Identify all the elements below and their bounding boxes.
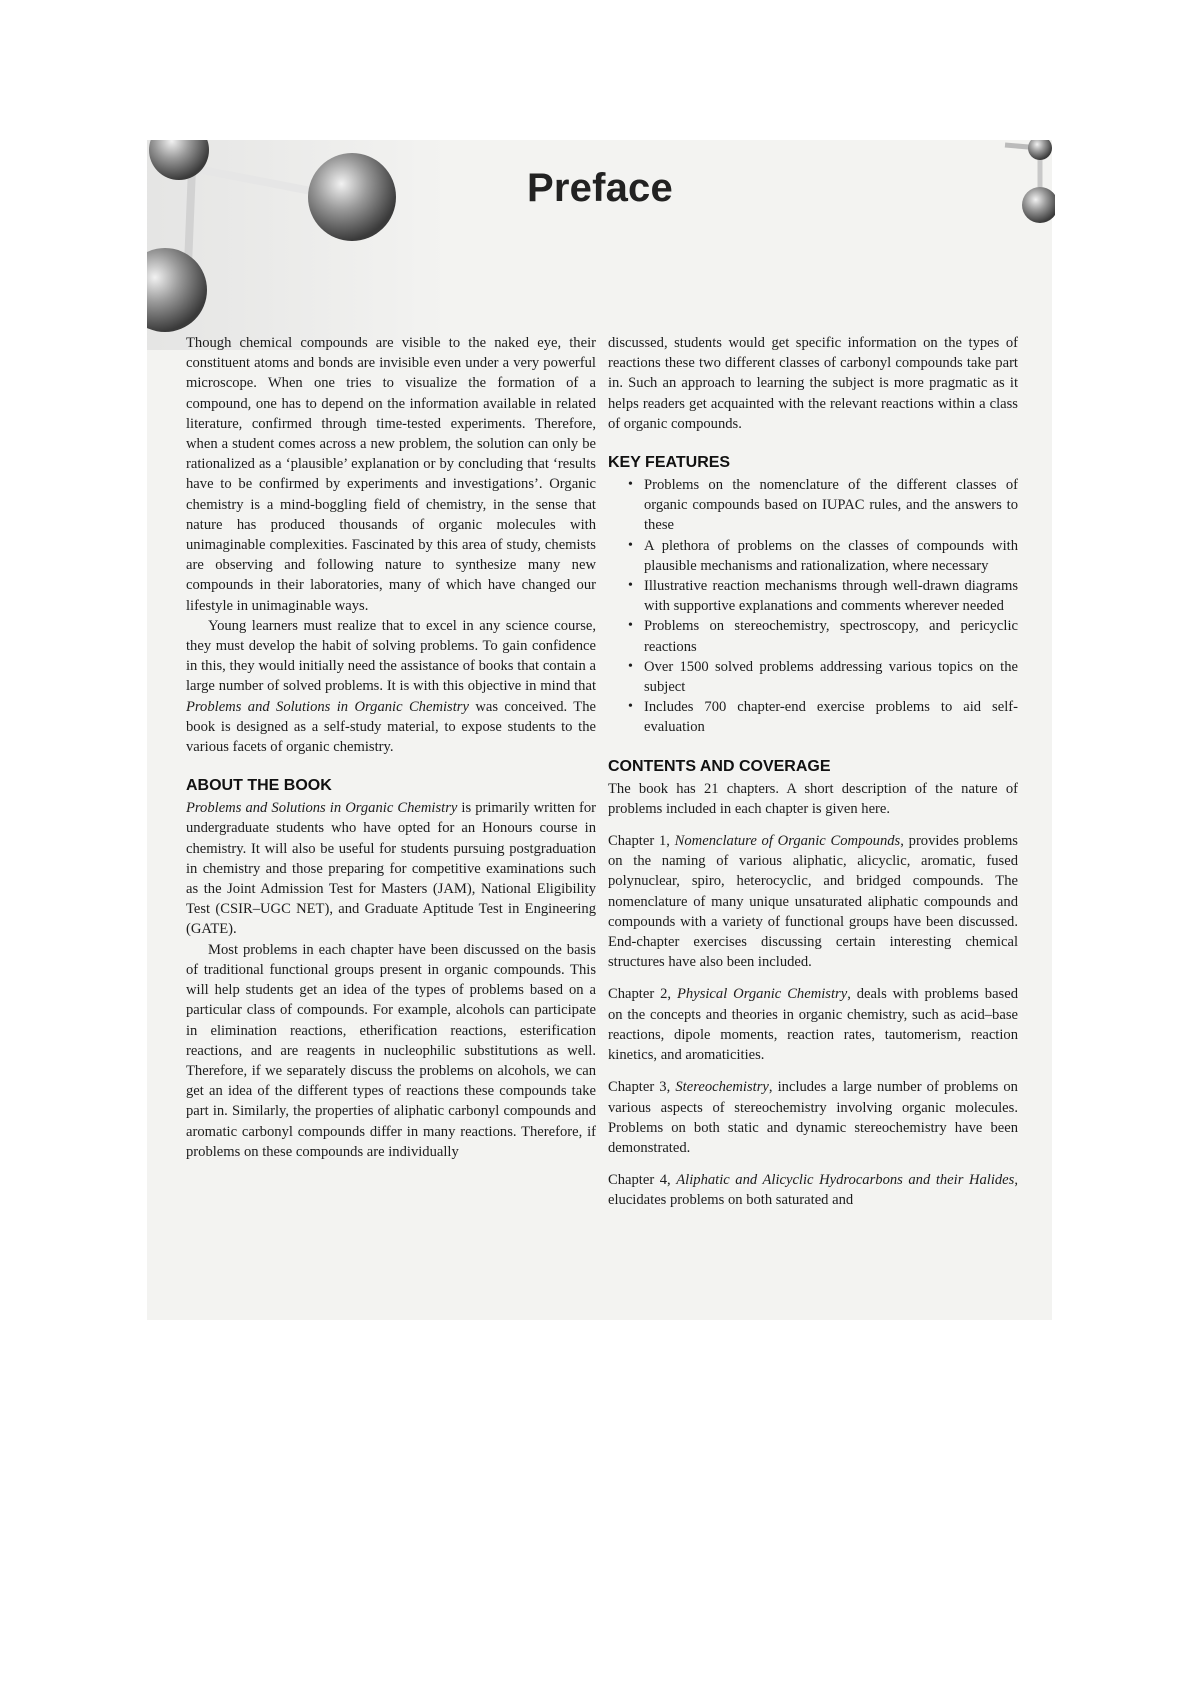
molecule-illustration <box>147 140 447 350</box>
molecule-fragment-illustration <box>985 140 1055 250</box>
list-item: • Illustrative reaction mechanisms through well-drawn diagrams with supportive explanations and comments wherever needed <box>644 576 1018 616</box>
chapter-label: Chapter 2, <box>608 986 677 1003</box>
list-item: • A plethora of problems on the classes of compounds with plausible mechanisms and rationalization, where necessary <box>644 536 1018 576</box>
key-features-heading: KEY FEATURES <box>608 454 731 472</box>
chapter-text: , provides problems on the naming of various aliphatic, alicyclic, aromatic, fused polynuclear, spiro, heterocyclic, and bridged compounds. The nomenclature of many unique unsaturated aliphatic compounds and compounds with a variety of functional groups have been discussed. End-chapter exercises discussing certain interesting chemical structures have also been included. <box>608 833 1018 971</box>
chapter-title: Nomenclature of Organic Compounds <box>674 833 901 850</box>
intro-paragraph-1: Though chemical compounds are visible to the naked eye, their constituent atoms and bonds are invisible even under a very powerful microscope. When one tries to visualize the formation of a compound, one has to depend on the information available in related literature, confirmed through time-tested experiments. Therefore, when a student comes across a new problem, the solution can only be rationalized as a ‘plausible’ explanation or by concluding that ‘results have to be confirmed by experiments and investigations’. Organic chemistry is a mind-boggling field of chemistry, in the sense that nature has produced thousands of organic molecules with unimaginable complexities. Fascinated by this area of study, chemists are observing and following nature to synthesize many new compounds in their laboratories, many of which have changed our lifestyle in unimaginable ways. <box>186 335 596 614</box>
chapter-2-description <box>608 984 1018 1065</box>
about-paragraph-2-continued: discussed, students would get specific information on the types of reactions these two different classes of carbonyl compounds take part in. Such an approach to learning the subject is more pragmatic as it helps readers get acquainted with the relevant reactions within a class of organic compounds. <box>608 335 1018 432</box>
intro-text-a: Young learners must realize that to excel in any science course, they must develop the habit of solving problems. To gain confidence in this, they would initially need the assistance of books that contain a large number of solved problems. It is with this objective in mind that <box>186 617 596 695</box>
list-item: • Over 1500 solved problems addressing various topics on the subject <box>644 657 1018 697</box>
list-item: • Problems on the nomenclature of the different classes of organic compounds based on IUPAC rules, and the answers to these <box>644 475 1018 536</box>
book-title-italic: Problems and Solutions in Organic Chemistry <box>186 698 469 715</box>
page-title: Preface <box>527 166 673 210</box>
chapter-title: Physical Organic Chemistry <box>677 986 848 1003</box>
contents-intro: The book has 21 chapters. A short description of the nature of problems included in each chapter is given here. <box>608 780 1018 817</box>
chapter-text: , elucidates problems on both saturated and <box>608 1172 1018 1209</box>
about-book-title: Problems and Solutions in Organic Chemistry <box>186 800 458 817</box>
chapter-3-description <box>608 1077 1018 1158</box>
chapter-label: Chapter 3, <box>608 1079 676 1096</box>
key-features-list <box>608 475 1018 738</box>
left-column <box>186 333 596 1162</box>
right-column <box>608 333 1018 1211</box>
list-item: • Problems on stereochemistry, spectroscopy, and pericyclic reactions <box>644 616 1018 656</box>
chapter-1-description <box>608 831 1018 972</box>
about-heading: ABOUT THE BOOK <box>186 777 332 795</box>
chapter-text: , includes a large number of problems on various aspects of stereochemistry involving organic molecules. Problems on both static and dynamic stereochemistry have been demonstrated. <box>608 1079 1018 1156</box>
intro-text-b: was conceived. The book is designed as a self-study material, to expose students to the various facets of organic chemistry. <box>186 698 596 756</box>
about-paragraph-2: Most problems in each chapter have been discussed on the basis of traditional functional groups present in organic compounds. This will help students get an idea of the types of problems based on a particular class of compounds. For example, alcohols can participate in elimination reactions, etherification reactions, esterification reactions, and are reagents in nucleophilic substitutions as well. Therefore, if we separately discuss the problems on alcohols, we can get an idea of the different types of reactions these compounds take part in. Similarly, the properties of aliphatic carbonyl compounds and aromatic carbonyl compounds differ in many reactions. Therefore, if problems on these compounds are individually <box>186 941 596 1160</box>
chapter-label: Chapter 1, <box>608 833 675 850</box>
about-text: is primarily written for undergraduate students who have opted for an Honours course in chemistry. It will also be useful for students pursuing postgraduation in chemistry and those preparing for competitive examinations such as the Joint Admission Test for Masters (JAM), National Eligibility Test (CSIR–UGC NET), and Graduate Aptitude Test in Engineering (GATE). <box>186 800 596 938</box>
contents-heading: CONTENTS AND COVERAGE <box>608 757 831 775</box>
chapter-text: , deals with problems based on the concepts and theories in organic chemistry, such as acid–base reactions, dipole moments, reaction rates, tautomerism, reaction kinetics, and aromaticities. <box>608 986 1018 1064</box>
list-item: • Includes 700 chapter-end exercise problems to aid self-evaluation <box>644 697 1018 737</box>
chapter-title: Stereochemistry <box>675 1079 769 1096</box>
about-paragraph-1 <box>186 798 596 939</box>
chapter-4-description <box>608 1170 1018 1210</box>
intro-paragraph-2 <box>186 616 596 757</box>
chapter-label: Chapter 4, <box>608 1172 677 1189</box>
chapter-title: Aliphatic and Alicyclic Hydrocarbons and their Halides <box>676 1172 1015 1189</box>
